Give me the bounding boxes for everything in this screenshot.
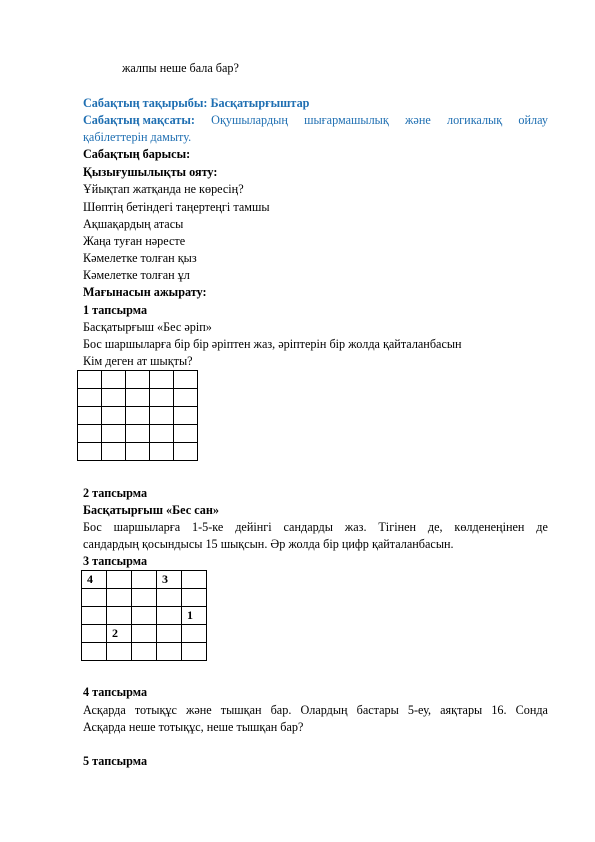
task2-word: дейінгі <box>235 520 272 534</box>
task1-letter-grid <box>77 370 198 461</box>
task2-word: 1-5-ке <box>192 520 224 534</box>
task4-word: бар. <box>270 703 292 717</box>
grid-cell-value <box>182 572 187 586</box>
grid-cell-value <box>107 608 112 622</box>
grid-cell-value <box>82 644 87 658</box>
riddle-item: Кәмелетке толған қыз <box>83 251 197 265</box>
grid-cell <box>150 371 174 389</box>
task4-word: Сонда <box>515 703 548 717</box>
grid-cell-value <box>132 626 137 640</box>
task5-title: 5 тапсырма <box>83 754 148 768</box>
grid-cell <box>107 643 132 661</box>
grid-cell <box>132 625 157 643</box>
grid-row <box>78 371 198 389</box>
grid-cell <box>182 643 207 661</box>
grid-cell-value <box>132 590 137 604</box>
task1-line: Бос шаршыларға бір бір әріптен жаз, әріптерін бір жолда қайталанбасын <box>83 337 462 351</box>
grid-cell-value: 3 <box>162 572 168 587</box>
goal-word: Оқушылардың <box>211 113 288 127</box>
goal-label: Сабақтың мақсаты: <box>83 113 195 127</box>
grid-cell <box>126 371 150 389</box>
grid-cell <box>157 607 182 625</box>
grid-cell-value <box>157 608 162 622</box>
meaning-heading: Мағынасын ажырату: <box>83 285 207 299</box>
grid-cell-value <box>182 626 187 640</box>
task2-word: Бос <box>83 520 102 534</box>
task4-word: 5-еу, <box>407 703 432 717</box>
task4-line-2: Асқарда неше тотықұс, неше тышқан бар? <box>83 720 304 734</box>
task4-word: Асқарда <box>83 703 126 717</box>
grid-cell <box>82 589 107 607</box>
grid-cell <box>78 389 102 407</box>
task4-word: 16. <box>491 703 507 717</box>
task2-title: 2 тапсырма <box>83 486 148 500</box>
intro-line: жалпы неше бала бар? <box>122 61 239 75</box>
grid-cell <box>157 571 182 589</box>
grid-cell-value <box>132 608 137 622</box>
task4-word: аяқтары <box>440 703 483 717</box>
grid-row <box>78 425 198 443</box>
task1-title: 1 тапсырма <box>83 303 148 317</box>
grid-cell <box>102 407 126 425</box>
task3-title: 3 тапсырма <box>83 554 148 568</box>
grid-cell-value <box>182 590 187 604</box>
grid-cell <box>132 607 157 625</box>
grid-cell <box>182 625 207 643</box>
grid-cell <box>78 371 102 389</box>
grid-row <box>78 389 198 407</box>
grid-cell <box>107 625 132 643</box>
task2-word: шаршыларға <box>113 520 181 534</box>
grid-cell <box>182 589 207 607</box>
task2-word: жаз. <box>344 520 367 534</box>
grid-cell-value: 1 <box>187 608 193 623</box>
grid-cell <box>102 389 126 407</box>
grid-cell-value <box>107 572 112 586</box>
goal-line-2: қабілеттерін дамыту. <box>83 130 192 144</box>
goal-word: ойлау <box>518 113 548 127</box>
grid-cell <box>82 643 107 661</box>
grid-cell-value <box>82 608 87 622</box>
task1-line: Кім деген ат шықты? <box>83 354 193 368</box>
task2-line-1 <box>83 519 548 536</box>
grid-cell <box>150 425 174 443</box>
grid-row <box>78 443 198 461</box>
task4-word: және <box>185 703 212 717</box>
task2-word: сандарды <box>283 520 333 534</box>
grid-cell <box>174 443 198 461</box>
grid-cell <box>174 425 198 443</box>
grid-cell <box>102 425 126 443</box>
task2-word: де <box>536 520 548 534</box>
grid-cell <box>126 425 150 443</box>
riddle-item: Кәмелетке толған ұл <box>83 268 190 282</box>
grid-cell-value <box>107 644 112 658</box>
grid-cell <box>78 425 102 443</box>
grid-cell <box>107 571 132 589</box>
grid-row <box>82 571 207 589</box>
grid-cell <box>126 443 150 461</box>
grid-row <box>82 625 207 643</box>
task4-word: тышқан <box>220 703 262 717</box>
grid-cell <box>157 643 182 661</box>
grid-row <box>82 607 207 625</box>
task4-title: 4 тапсырма <box>83 685 148 699</box>
task3-number-grid <box>81 570 207 661</box>
goal-word: және <box>405 113 431 127</box>
grid-cell-value <box>182 644 187 658</box>
progress-heading: Сабақтың барысы: <box>83 147 191 161</box>
goal-word: шығармашылық <box>304 113 389 127</box>
grid-cell <box>157 589 182 607</box>
riddle-item: Жаңа туған нәресте <box>83 234 186 248</box>
grid-row <box>82 589 207 607</box>
task2-word: Тігінен <box>378 520 417 534</box>
task4-word: Олардың <box>300 703 348 717</box>
grid-cell <box>182 607 207 625</box>
grid-cell <box>107 607 132 625</box>
riddle-item: Ақшақардың атасы <box>83 217 184 231</box>
grid-cell-value <box>157 644 162 658</box>
grid-cell <box>102 371 126 389</box>
grid-cell <box>78 443 102 461</box>
grid-row <box>78 407 198 425</box>
grid-cell <box>150 443 174 461</box>
grid-cell <box>174 371 198 389</box>
riddle-item: Ұйықтап жатқанда не көресің? <box>83 182 244 196</box>
grid-cell <box>82 571 107 589</box>
task2-subtitle: Басқатырғыш «Бес сан» <box>83 503 219 517</box>
task1-line: Басқатырғыш «Бес әріп» <box>83 320 212 334</box>
grid-cell <box>126 407 150 425</box>
grid-cell-value <box>132 644 137 658</box>
task2-word: де, <box>427 520 443 534</box>
grid-cell <box>174 389 198 407</box>
grid-cell-value: 4 <box>87 572 93 587</box>
goal-word: логикалық <box>447 113 503 127</box>
task4-word: бастары <box>356 703 399 717</box>
grid-cell <box>126 389 150 407</box>
grid-cell <box>157 625 182 643</box>
task2-line-2: сандардың қосындысы 15 шықсын. Әр жолда бір цифр қайталанбасын. <box>83 537 454 551</box>
grid-cell <box>132 643 157 661</box>
grid-row <box>82 643 207 661</box>
grid-cell-value <box>107 590 112 604</box>
grid-cell <box>150 389 174 407</box>
grid-cell <box>82 625 107 643</box>
grid-cell-value <box>132 572 137 586</box>
grid-cell-value: 2 <box>112 626 118 641</box>
grid-cell-value <box>157 590 162 604</box>
grid-cell-value <box>82 626 87 640</box>
grid-cell <box>107 589 132 607</box>
interest-heading: Қызығушылықты ояту: <box>83 165 218 179</box>
task4-word: тотықұс <box>134 703 177 717</box>
grid-cell-value <box>82 590 87 604</box>
task4-line-1 <box>83 702 548 719</box>
grid-cell <box>102 443 126 461</box>
grid-cell <box>82 607 107 625</box>
grid-cell <box>132 571 157 589</box>
riddle-item: Шөптің бетіндегі таңертеңгі тамшы <box>83 200 270 214</box>
grid-cell <box>132 589 157 607</box>
grid-cell <box>174 407 198 425</box>
goal-line-1 <box>83 112 548 129</box>
grid-cell <box>150 407 174 425</box>
topic-heading: Сабақтың тақырыбы: Басқатырғыштар <box>83 96 310 110</box>
grid-cell-value <box>157 626 162 640</box>
grid-cell <box>182 571 207 589</box>
task2-word: көлденеңінен <box>454 520 525 534</box>
grid-cell <box>78 407 102 425</box>
